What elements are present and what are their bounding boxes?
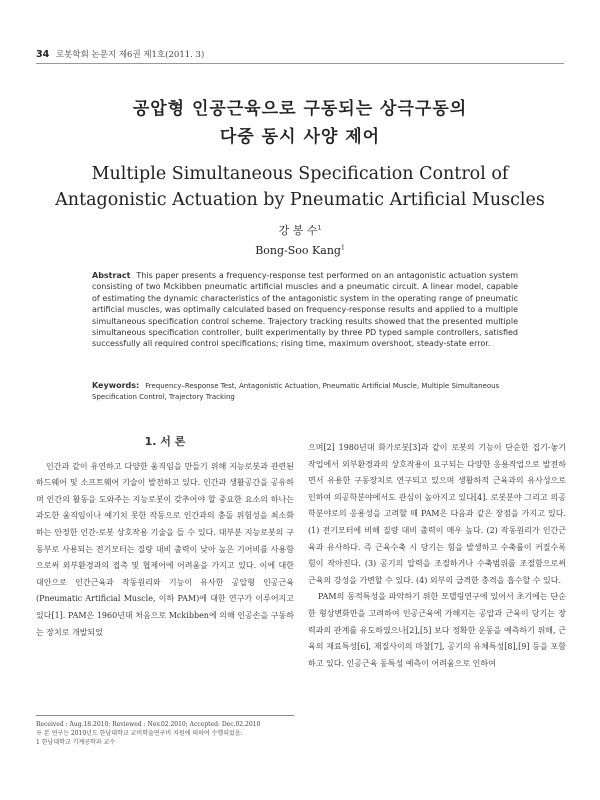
- abstract-label: Abstract: [92, 271, 131, 280]
- keywords-label: Keywords:: [92, 381, 140, 390]
- footnote-received: Received : Aug.18.2010; Reviewed : Nov.02.2010; Accepted: Dec.02.2010: [36, 721, 261, 728]
- english-title-line-1: Multiple Simultaneous Specification Control of: [91, 164, 509, 184]
- right-column: [308, 440, 566, 672]
- author-english: Bong-Soo Kang$^1$: [255, 244, 345, 257]
- author-korean: 강 봉 수$^1$: [278, 224, 322, 237]
- section-1-title: 1. 서 론: [144, 435, 186, 448]
- running-header: [36, 48, 564, 64]
- left-paragraph: 인간과 같이 유연하고 다양한 움직임을 만들기 위해 지능로봇과 관련된 하드웨어 및 소프트웨어 기술이 발전하고 있다. 인간과 생활공간을 공유하며 인간의 활동을 도와주는 지능로봇이 갖추어야 할 중요한 요소의 하나는 과도한 움직임이나 예기치 못한 작동으로 인간과의 충돌 위험성을 최소화하는 안정한 인간-로봇 상호작용 기술을 들 수 있다. 대부분 지능로봇의 구동부로 사용되는 전기모터는 질량 대비 출력이 낮아 높은 기어비를 사용함으로써 외부환경과의 접촉 및 협제어에 어려움을 가지고 있다. 이에 대한 대안으로 인간근육과 작동원리와 기능이 유사한 공압형 인공근육(Pneumatic Artificial Muscle, 이하 PAM)에 대한 연구가 이루어지고 있다[1]. PAM은 1960년대 처음으로 Mckibben에 의해 인공손을 구동하는 장치로 개발되었: [36, 461, 294, 637]
- journal-name: 로봇학회 논문지 제6권 제1호(2011. 3): [55, 50, 205, 60]
- right-paragraph-2: PAM의 동적특성을 파악하기 위한 모델링연구에 있어서 초기에는 단순한 형상변화만을 고려하여 인공근육에 가해지는 공압과 근육이 당기는 장력과의 관계를 유도하였으나[2],[5] 보다 정확한 운동을 예측하기 위해, 근육의 재료특성[6], 재질사이의 마찰[7], 공기의 유체특성[8],[9] 등을 포함하고 있다. 인공근육 동특성 예측이 어려움으로 인하여: [308, 592, 566, 668]
- page-number: 34: [36, 49, 50, 60]
- abstract-text: This paper presents a frequency-response test performed on an antagonistic actuation system consisting of two Mckibben pneumatic artificial muscles and a pneumatic circuit. A linear model, capable of estimating the dynamic characteristics of the antagonistic system in the operating range of pneumatic artificial muscles, was optimally calculated based on frequency-response results and applied to a multiple simultaneous specification control scheme. Trajectory tracking results showed that the presented multiple simultaneous specification controller, built experimentally by three PD typed sample controllers, satisfied successfully all required control specifications; rising time, maximum overshoot, steady-state error.: [92, 271, 518, 349]
- english-title-line-2: Antagonistic Actuation by Pneumatic Artificial Muscles: [55, 190, 545, 210]
- korean-title-line-1: 공압형 인공근육으로 구동되는 상극구동의: [132, 99, 468, 119]
- footnote-funding: ※ 본 연구는 2010년도 한남대학교 교비학술연구비 지원에 의하여 수행되었음.: [36, 730, 243, 737]
- abstract: [92, 270, 518, 350]
- keywords: [92, 380, 522, 403]
- right-paragraph-1: 으며[2] 1980년대 화가로봇[3]과 같이 로봇의 기능이 단순한 집기-놓기 작업에서 외부환경과의 상호작용이 요구되는 다양한 응용작업으로 발전하면서 유용한 구동장치로 연구되고 있으며 생활하적 근육과의 유사성으로 인하여 의공학분야에서도 관심이 높아지고 있다[4]. 로봇분야 그리고 의공학분야로의 응용성을 고려할 때 PAM은 다음과 같은 장점을 가지고 있다. (1) 전기모터에 비해 질량 대비 출력이 매우 높다. (2) 작동원리가 인간근육과 유사하다. 즉 근육수축 시 당기는 힘을 발생하고 수축률이 커질수록 힘이 작아진다. (3) 공기의 압력을 조절하거나 수축범위를 조절함으로써 근육의 강성을 가변할 수 있다. (4) 외부의 급격한 충격을 흡수할 수 있다.: [308, 443, 566, 585]
- footnote-affiliation: 1 한남대학교 기계공학과 교수: [36, 739, 116, 746]
- footnotes: [36, 715, 294, 747]
- left-column: [36, 428, 294, 641]
- korean-title-line-2: 다중 동시 사양 제어: [219, 127, 381, 147]
- keywords-text: Frequency–Response Test, Antagonistic Actuation, Pneumatic Artificial Muscle, Multiple Simultaneous Specification Control, Trajectory Tracking: [92, 382, 500, 401]
